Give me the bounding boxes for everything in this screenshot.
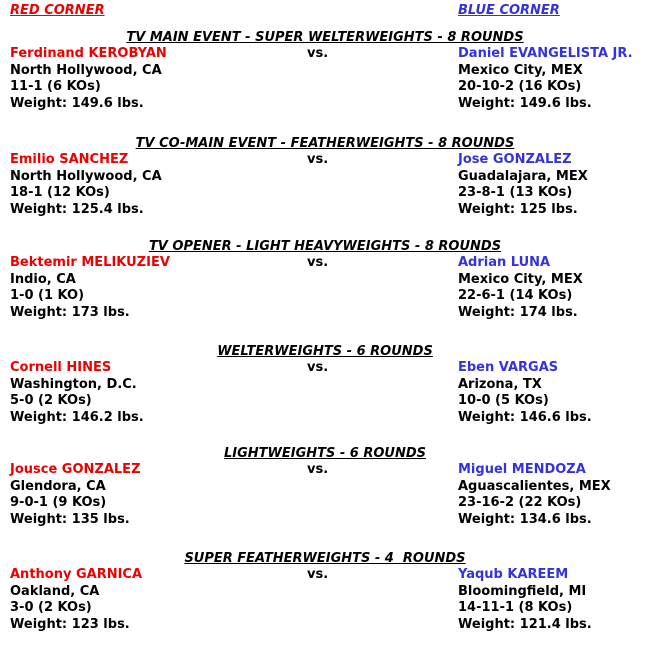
- red-fighter: [10, 255, 170, 321]
- red-fighter: [10, 46, 167, 112]
- fighter-name: Jousce GONZALEZ: [10, 462, 141, 477]
- fighter-hometown: Washington, D.C.: [10, 376, 137, 392]
- fighter-name: Cornell HINES: [10, 360, 112, 375]
- fighter-name: Anthony GARNICA: [10, 567, 143, 582]
- vs-label: vs.: [307, 567, 329, 582]
- fighter-weight: Weight: 149.6 lbs.: [458, 95, 592, 111]
- blue-fighter: [458, 152, 588, 218]
- fighter-name: Yaqub KAREEM: [458, 567, 569, 582]
- fighter-record: 5-0 (2 KOs): [10, 393, 92, 408]
- fighter-weight: Weight: 146.2 lbs.: [10, 409, 144, 425]
- fighter-hometown: Mexico City, MEX: [458, 271, 583, 287]
- fighter-name: Miguel MENDOZA: [458, 462, 586, 477]
- fighter-record: 1-0 (1 KO): [10, 288, 85, 303]
- red-fighter: [10, 360, 144, 426]
- vs-label: vs.: [307, 152, 329, 167]
- fighter-hometown: Arizona, TX: [458, 376, 542, 392]
- fighter-weight: Weight: 134.6 lbs.: [458, 511, 592, 527]
- fighter-record: 23-16-2 (22 KOs): [458, 495, 582, 510]
- fighter-weight: Weight: 174 lbs.: [458, 304, 578, 320]
- bout-co-main-event: [0, 136, 650, 236]
- fighter-weight: Weight: 121.4 lbs.: [458, 616, 592, 632]
- blue-fighter: [458, 255, 583, 321]
- fighter-weight: Weight: 123 lbs.: [10, 616, 130, 632]
- fighter-hometown: Guadalajara, MEX: [458, 168, 588, 184]
- vs-label: vs.: [307, 255, 329, 270]
- bout-heading: TV OPENER - LIGHT HEAVYWEIGHTS - 8 ROUNDS: [148, 239, 502, 254]
- fighter-record: 3-0 (2 KOs): [10, 600, 92, 615]
- fighter-name: Daniel EVANGELISTA JR.: [458, 46, 633, 61]
- bout-heading: WELTERWEIGHTS - 6 ROUNDS: [217, 344, 433, 359]
- fighter-weight: Weight: 173 lbs.: [10, 304, 130, 320]
- bout-super-featherweights: [0, 551, 650, 651]
- fighter-record: 18-1 (12 KOs): [10, 185, 110, 200]
- fighter-hometown: North Hollywood, CA: [10, 62, 162, 78]
- fighter-record: 22-6-1 (14 KOs): [458, 288, 573, 303]
- bout-lightweights: [0, 446, 650, 546]
- fighter-hometown: Indio, CA: [10, 271, 76, 287]
- fighter-name: Bektemir MELIKUZIEV: [10, 255, 170, 270]
- red-fighter: [10, 462, 141, 528]
- bout-tv-opener: [0, 239, 650, 339]
- fighter-name: Jose GONZALEZ: [458, 152, 572, 167]
- bout-heading: SUPER FEATHERWEIGHTS - 4 ROUNDS: [184, 551, 466, 566]
- fighter-name: Adrian LUNA: [458, 255, 551, 270]
- fighter-weight: Weight: 125.4 lbs.: [10, 201, 144, 217]
- fighter-name: Ferdinand KEROBYAN: [10, 46, 167, 61]
- fighter-hometown: Oakland, CA: [10, 583, 100, 599]
- vs-label: vs.: [307, 462, 329, 477]
- fighter-record: 9-0-1 (9 KOs): [10, 495, 107, 510]
- fighter-hometown: North Hollywood, CA: [10, 168, 162, 184]
- vs-label: vs.: [307, 46, 329, 61]
- fighter-record: 10-0 (5 KOs): [458, 393, 549, 408]
- vs-label: vs.: [307, 360, 329, 375]
- blue-fighter: [458, 360, 592, 426]
- fighter-hometown: Aguascalientes, MEX: [458, 478, 611, 494]
- red-fighter: [10, 152, 162, 218]
- bout-welterweights: [0, 344, 650, 444]
- fighter-weight: Weight: 149.6 lbs.: [10, 95, 144, 111]
- fighter-name: Eben VARGAS: [458, 360, 559, 375]
- blue-fighter: [458, 462, 611, 528]
- blue-corner-label: BLUE CORNER: [458, 3, 560, 18]
- blue-fighter: [458, 46, 633, 112]
- red-corner-label: RED CORNER: [10, 3, 105, 18]
- fighter-record: 11-1 (6 KOs): [10, 79, 101, 94]
- fighter-hometown: Bloomingfield, MI: [458, 583, 587, 599]
- fighter-hometown: Glendora, CA: [10, 478, 106, 494]
- fighter-weight: Weight: 135 lbs.: [10, 511, 130, 527]
- bout-heading: LIGHTWEIGHTS - 6 ROUNDS: [223, 446, 427, 461]
- fighter-record: 20-10-2 (16 KOs): [458, 79, 582, 94]
- fighter-hometown: Mexico City, MEX: [458, 62, 583, 78]
- fighter-weight: Weight: 125 lbs.: [458, 201, 578, 217]
- bout-heading: TV MAIN EVENT - SUPER WELTERWEIGHTS - 8 ROUNDS: [126, 30, 524, 45]
- fighter-name: Emilio SANCHEZ: [10, 152, 129, 167]
- bout-heading: TV CO-MAIN EVENT - FEATHERWEIGHTS - 8 ROUNDS: [135, 136, 515, 151]
- blue-fighter: [458, 567, 592, 633]
- fighter-weight: Weight: 146.6 lbs.: [458, 409, 592, 425]
- fighter-record: 14-11-1 (8 KOs): [458, 600, 573, 615]
- bout-main-event: [0, 30, 650, 130]
- fighter-record: 23-8-1 (13 KOs): [458, 185, 573, 200]
- red-fighter: [10, 567, 142, 633]
